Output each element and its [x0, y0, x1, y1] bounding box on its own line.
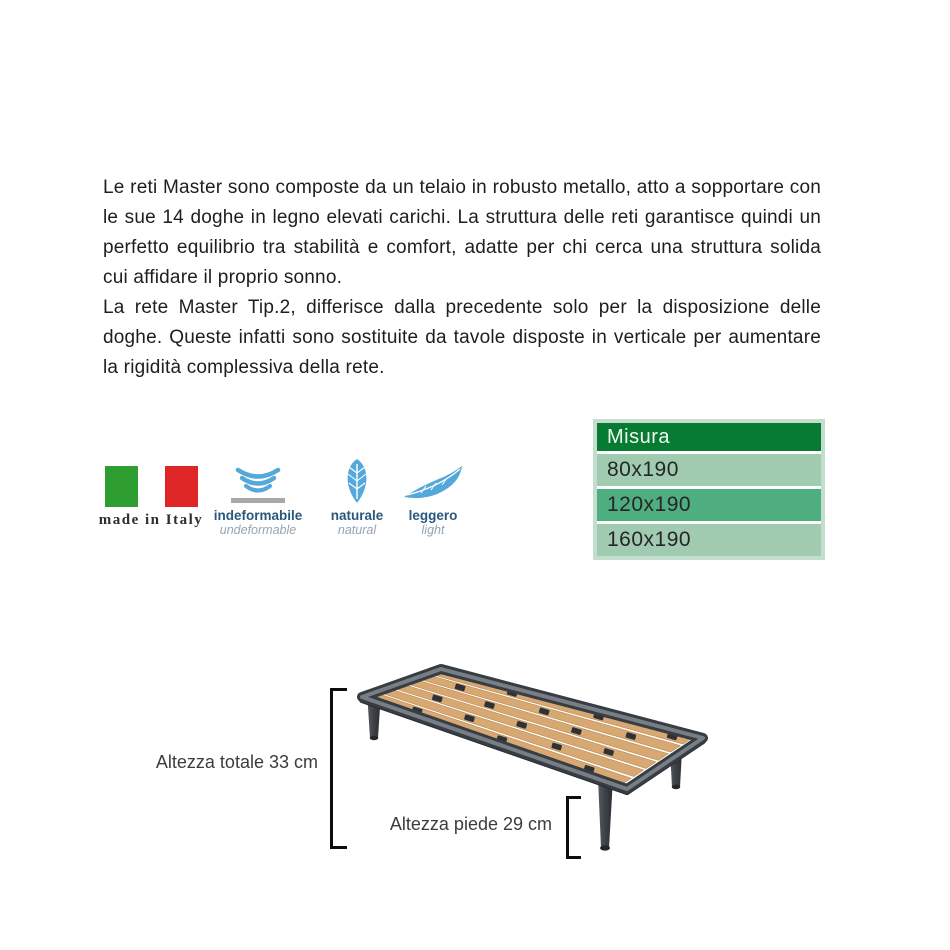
made-in-italy-badge: [98, 455, 204, 529]
feature-label: leggero: [408, 508, 458, 523]
bed-frame-illustration: [320, 640, 780, 870]
feature-translation: light: [421, 523, 445, 537]
feature-indeformabile: [206, 455, 310, 538]
sizes-table: [593, 419, 825, 560]
leaf-icon: [335, 457, 379, 505]
foot-height-label: Altezza piede 29 cm: [389, 814, 552, 834]
feature-translation: natural: [337, 523, 377, 537]
total-height-label: Altezza totale 33 cm: [155, 752, 318, 772]
sizes-table-header: Misura: [597, 423, 821, 451]
italian-flag-icon: [98, 466, 204, 507]
size-row: 80x190: [597, 454, 821, 486]
description-paragraph-1: Le reti Master sono composte da un telaio in robusto metallo, atto a sopportare con le sue 14 doghe in legno elevati carichi. La struttura delle reti garantisce quindi un perfetto equilibrio tra stabilità e comfort, adatte per chi cerca una struttura solida cui affidare il proprio sonno.: [103, 177, 821, 288]
size-row: 120x190: [597, 489, 821, 521]
feature-translation: undeformable: [219, 523, 297, 537]
foot-height-bracket: [566, 796, 581, 859]
feature-leggero: [385, 455, 481, 538]
size-row: 160x190: [597, 524, 821, 556]
product-description: [103, 173, 821, 383]
made-in-italy-label: made in Italy: [98, 512, 204, 528]
feature-label: indeformabile: [213, 508, 303, 523]
feature-label: naturale: [330, 508, 384, 523]
feather-icon: [401, 461, 465, 505]
total-height-bracket: [330, 688, 347, 849]
bed-figure: [320, 640, 780, 870]
spring-arcs-icon: [227, 463, 289, 505]
description-paragraph-2: La rete Master Tip.2, differisce dalla precedente solo per la disposizione delle doghe. Queste infatti sono sostituite da tavole disposte in verticale per aumentare la rigidità complessiva della rete.: [103, 297, 821, 378]
flag-green-stripe: [105, 466, 138, 507]
flag-red-stripe: [165, 466, 198, 507]
